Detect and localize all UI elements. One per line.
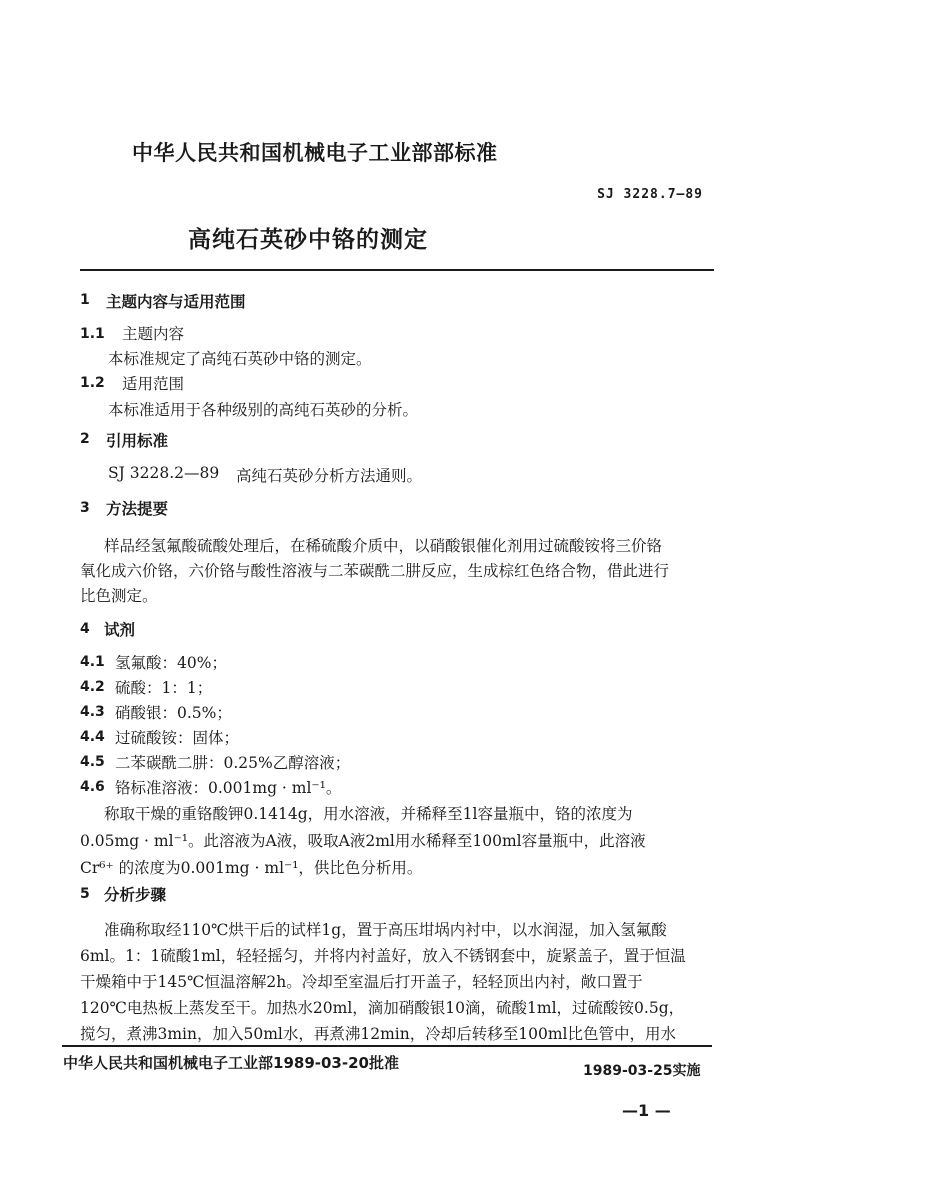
title-rule bbox=[80, 269, 714, 271]
section-1-title: 主题内容与适用范围 bbox=[106, 293, 246, 311]
section-3-title: 方法提要 bbox=[106, 500, 169, 518]
section-5-line: 120℃电热板上蒸发至干。加热水20ml，滴加硝酸银10滴，硫酸1ml，过硫酸铵0.5g， bbox=[80, 999, 685, 1017]
section-2-number: 2 bbox=[80, 431, 90, 447]
implementation-date: 1989-03-25实施 bbox=[583, 1063, 701, 1079]
footer-rule bbox=[62, 1045, 712, 1047]
section-2-title: 引用标准 bbox=[106, 432, 169, 450]
subsection-1-1-number: 1.1 bbox=[80, 326, 105, 342]
reagent-number: 4.2 bbox=[80, 679, 105, 695]
section-5-line: 准确称取经110℃烘干后的试样1g，置于高压坩埚内衬中，以水润湿，加入氢氟酸 bbox=[104, 921, 667, 939]
section-4-para-line: Cr⁶⁺ 的浓度为0.001mg · ml⁻¹，供比色分析用。 bbox=[80, 859, 423, 877]
page-header: 中华人民共和国机械电子工业部部标准 bbox=[132, 141, 498, 165]
reagent-number: 4.5 bbox=[80, 754, 105, 770]
reagent-text: 过硫酸铵：固体； bbox=[115, 729, 240, 747]
section-5-title: 分析步骤 bbox=[104, 886, 167, 904]
subsection-1-2-number: 1.2 bbox=[80, 375, 105, 391]
standard-number: SJ 3228.7—89 bbox=[597, 187, 703, 202]
section-5-line: 干燥箱中于145℃恒温溶解2h。冷却至室温后打开盖子，轻轻顶出内衬，敞口置于 bbox=[80, 973, 643, 991]
reference-title: 高纯石英砂分析方法通则。 bbox=[236, 467, 423, 485]
reagent-number: 4.3 bbox=[80, 704, 105, 720]
reagent-text: 铬标准溶液：0.001mg · ml⁻¹。 bbox=[115, 779, 342, 797]
section-5-line: 6ml。1：1硫酸1ml，轻轻摇匀，并将内衬盖好，放入不锈钢套中，旋紧盖子，置于恒温 bbox=[80, 947, 686, 965]
section-3-line: 样品经氢氟酸硫酸处理后，在稀硫酸介质中，以硝酸银催化剂用过硫酸铵将三价铬 bbox=[104, 537, 663, 555]
subsection-1-2-title: 适用范围 bbox=[122, 375, 185, 393]
section-3-line: 氧化成六价铬，六价铬与酸性溶液与二苯碳酰二肼反应，生成棕红色络合物，借此进行 bbox=[80, 562, 670, 580]
reagent-text: 二苯碳酰二肼：0.25%乙醇溶液； bbox=[115, 754, 351, 772]
section-4-number: 4 bbox=[80, 621, 90, 637]
subsection-1-2-text: 本标准适用于各种级别的高纯石英砂的分析。 bbox=[108, 401, 419, 419]
reagent-number: 4.4 bbox=[80, 729, 105, 745]
subsection-1-1-title: 主题内容 bbox=[122, 325, 185, 343]
page-number: —1 — bbox=[622, 1101, 671, 1120]
document-title: 高纯石英砂中铬的测定 bbox=[188, 227, 428, 253]
reagent-number: 4.6 bbox=[80, 779, 105, 795]
section-3-number: 3 bbox=[80, 500, 90, 516]
subsection-1-1-text: 本标准规定了高纯石英砂中铬的测定。 bbox=[108, 350, 372, 368]
section-4-para-line: 0.05mg · ml⁻¹。此溶液为A液，吸取A液2ml用水稀释至100ml容量瓶中，此溶液 bbox=[80, 832, 646, 850]
reagent-number: 4.1 bbox=[80, 654, 105, 670]
reagent-text: 氢氟酸：40%； bbox=[115, 654, 227, 672]
approval-statement: 中华人民共和国机械电子工业部1989-03-20批准 bbox=[63, 1054, 399, 1072]
section-5-line: 搅匀，煮沸3min，加入50ml水，再煮沸12min，冷却后转移至100ml比色管中，用水 bbox=[80, 1025, 676, 1043]
reference-code: SJ 3228.2—89 bbox=[108, 464, 220, 482]
section-1-number: 1 bbox=[80, 292, 90, 308]
section-5-number: 5 bbox=[80, 886, 90, 902]
section-4-para-line: 称取干燥的重铬酸钾0.1414g，用水溶液，并稀释至1l容量瓶中，铬的浓度为 bbox=[104, 805, 633, 823]
section-3-line: 比色测定。 bbox=[80, 587, 158, 605]
reagent-text: 硫酸：1：1； bbox=[115, 679, 213, 697]
reagent-text: 硝酸银：0.5%； bbox=[115, 704, 232, 722]
section-4-title: 试剂 bbox=[104, 621, 136, 639]
